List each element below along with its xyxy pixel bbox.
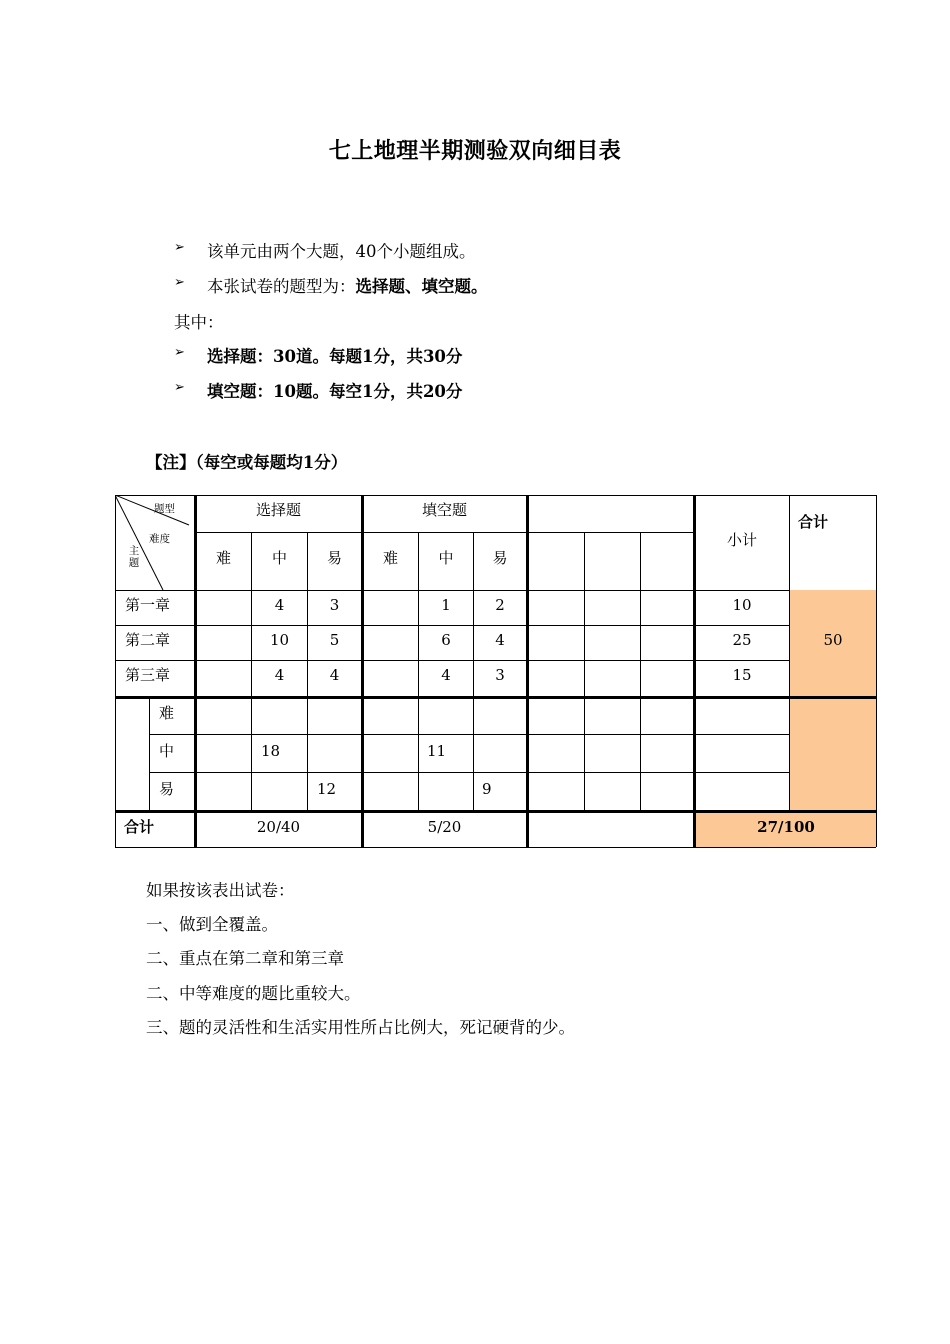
chapter-label: 第一章	[125, 596, 171, 614]
table-rule	[584, 532, 585, 810]
level-mid: 中	[438, 549, 454, 567]
page-title: 七上地理半期测验双向细目表	[328, 139, 622, 164]
chapter-label: 第三章	[125, 666, 171, 684]
chapter-label: 第二章	[125, 631, 171, 649]
table-rule	[876, 495, 877, 847]
level-easy: 易	[326, 549, 342, 567]
chapter-subtotal: 25	[732, 631, 752, 649]
chapter-cell: 4	[329, 666, 340, 684]
bullet-icon: ➢	[174, 380, 185, 395]
table-rule	[640, 532, 641, 810]
header-subtotal: 小计	[726, 531, 757, 549]
total-row-choice: 20/40	[256, 818, 301, 836]
total-row-label: 合计	[124, 818, 155, 836]
level-easy: 易	[492, 549, 508, 567]
note-line: 【注】（每空或每题均1分）	[146, 453, 348, 472]
intro-fill-line: 填空题：10题。每空1分，共20分	[207, 382, 463, 401]
level-hard: 难	[382, 549, 398, 567]
bullet-icon: ➢	[174, 240, 185, 255]
conclusion-intro: 如果按该表出试卷：	[146, 881, 295, 900]
chapter-cell: 4	[441, 666, 451, 684]
table-rule	[115, 660, 790, 661]
difficulty-fill-value: 11	[427, 742, 447, 760]
intro-line-2-types: 选择题、填空题。	[355, 277, 488, 296]
chapter-cell: 4	[495, 631, 505, 649]
total-row-fill: 5/20	[427, 818, 462, 836]
table-rule	[115, 625, 790, 626]
header-fill: 填空题	[421, 501, 467, 519]
difficulty-choice-value: 18	[261, 742, 281, 760]
diag-subject-label: 主题	[128, 545, 140, 569]
table-rule	[115, 810, 876, 813]
chapter-cell: 5	[329, 631, 340, 649]
conclusion-item: 二、重点在第二章和第三章	[146, 949, 344, 968]
intro-line-2-prefix: 本张试卷的题型为：	[207, 277, 356, 296]
diag-difficulty-label: 难度	[149, 533, 170, 545]
header-choice: 选择题	[255, 501, 301, 519]
chapter-cell: 2	[495, 596, 505, 614]
table-rule	[149, 697, 150, 810]
chapter-cell: 3	[495, 666, 505, 684]
difficulty-label: 易	[159, 780, 175, 798]
conclusion-item: 二、中等难度的题比重较大。	[146, 984, 361, 1003]
conclusion-item: 一、做到全覆盖。	[146, 915, 278, 934]
table-rule	[789, 495, 790, 810]
conclusion-item: 三、题的灵活性和生活实用性所占比例大，死记硬背的少。	[146, 1018, 575, 1037]
chapter-cell: 4	[274, 666, 285, 684]
header-total: 合计	[798, 513, 829, 531]
grand-total-value: 50	[823, 631, 843, 649]
chapter-subtotal: 10	[732, 596, 752, 614]
difficulty-choice-value: 12	[317, 780, 337, 798]
chapter-subtotal: 15	[732, 666, 752, 684]
intro-line-1: 该单元由两个大题，40个小题组成。	[207, 242, 476, 261]
level-mid: 中	[271, 549, 287, 567]
diag-type-label: 题型	[154, 503, 175, 515]
difficulty-label: 难	[159, 704, 175, 722]
difficulty-label: 中	[159, 742, 175, 760]
total-highlight-lower	[790, 699, 876, 811]
table-rule	[196, 532, 695, 533]
bullet-icon: ➢	[174, 345, 185, 360]
total-row-sum: 27/100	[757, 818, 815, 836]
level-hard: 难	[215, 549, 231, 567]
intro-choice-line: 选择题：30道。每题1分，共30分	[207, 347, 463, 366]
bullet-icon: ➢	[174, 275, 185, 290]
chapter-cell: 4	[274, 596, 285, 614]
chapter-cell: 1	[441, 596, 451, 614]
chapter-cell: 3	[329, 596, 340, 614]
table-rule	[115, 590, 790, 591]
chapter-cell: 10	[269, 631, 290, 649]
table-rule	[115, 696, 876, 699]
chapter-cell: 6	[441, 631, 451, 649]
intro-line-2	[207, 273, 488, 297]
difficulty-fill-value: 9	[482, 780, 492, 798]
table-rule	[115, 495, 876, 496]
table-rule	[526, 495, 529, 847]
table-rule	[115, 847, 876, 848]
intro-line-3: 其中：	[174, 313, 224, 332]
